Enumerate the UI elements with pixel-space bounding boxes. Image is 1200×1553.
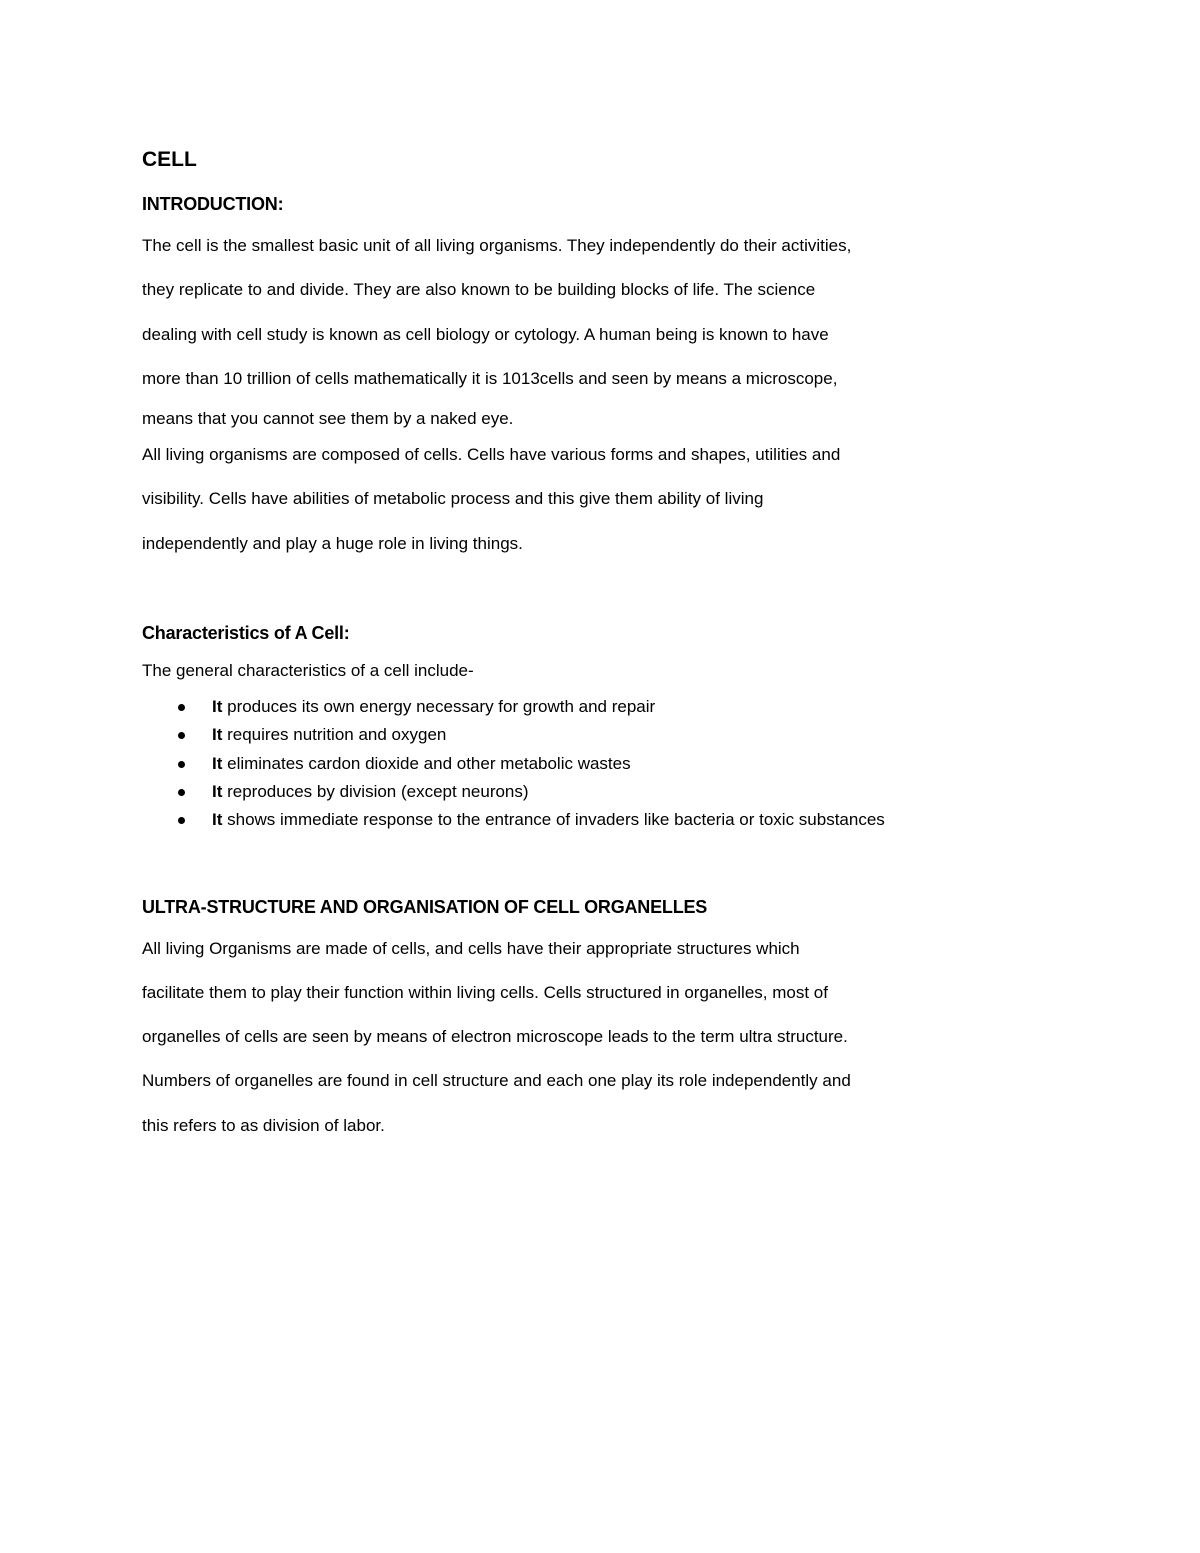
list-item-lead: It xyxy=(212,753,223,773)
ultrastructure-heading: ULTRA-STRUCTURE AND ORGANISATION OF CELL ORGANELLES xyxy=(142,896,708,917)
introduction-paragraph-2 xyxy=(142,433,1042,566)
text-line: visibility. Cells have abilities of metabolic process and this give them ability of living xyxy=(142,489,764,509)
list-item-lead: It xyxy=(212,781,223,801)
list-item-text: requires nutrition and oxygen xyxy=(222,725,447,745)
bullet-icon xyxy=(178,789,185,796)
list-item xyxy=(142,778,1042,806)
bullet-icon xyxy=(178,732,185,739)
text-line: Numbers of organelles are found in cell structure and each one play its role independently and xyxy=(142,1071,851,1091)
introduction-heading: INTRODUCTION: xyxy=(142,194,284,214)
text-line: facilitate them to play their function within living cells. Cells structured in organelles, most of xyxy=(142,982,828,1002)
list-item xyxy=(142,750,1042,778)
text-line: means that you cannot see them by a naked eye. xyxy=(142,409,514,429)
ultrastructure-paragraph xyxy=(142,927,1042,1148)
document-title: CELL xyxy=(142,148,197,171)
text-line: organelles of cells are seen by means of electron microscope leads to the term ultra structure. xyxy=(142,1027,848,1047)
list-item-lead: It xyxy=(212,725,223,745)
list-item xyxy=(142,693,1042,721)
text-line: All living Organisms are made of cells, and cells have their appropriate structures which xyxy=(142,938,800,958)
bullet-icon xyxy=(178,817,185,824)
text-line: they replicate to and divide. They are also known to be building blocks of life. The science xyxy=(142,280,816,300)
list-item-lead: It xyxy=(212,810,223,830)
bullet-icon xyxy=(178,704,185,711)
list-item-text: reproduces by division (except neurons) xyxy=(222,781,529,801)
characteristics-heading: Characteristics of A Cell: xyxy=(142,623,350,644)
list-item xyxy=(142,721,1042,749)
text-line: The cell is the smallest basic unit of all living organisms. They independently do their activities, xyxy=(142,236,852,255)
characteristics-intro: The general characteristics of a cell include- xyxy=(142,661,474,681)
text-line: All living organisms are composed of cells. Cells have various forms and shapes, utilities and xyxy=(142,445,841,465)
introduction-paragraph-1 xyxy=(142,224,1042,437)
list-item-text: produces its own energy necessary for growth and repair xyxy=(222,697,656,717)
list-item-text: eliminates cardon dioxide and other metabolic wastes xyxy=(222,753,631,773)
text-line: this refers to as division of labor. xyxy=(142,1115,385,1135)
bullet-icon xyxy=(178,761,185,768)
document-body xyxy=(142,146,1042,1148)
list-item-text: shows immediate response to the entrance of invaders like bacteria or toxic substances xyxy=(222,810,885,830)
text-line: independently and play a huge role in living things. xyxy=(142,533,523,553)
list-item xyxy=(142,806,1042,834)
characteristics-list xyxy=(142,693,1042,834)
text-line: dealing with cell study is known as cell biology or cytology. A human being is known to have xyxy=(142,324,829,344)
text-line: more than 10 trillion of cells mathematically it is 1013cells and seen by means a microscope, xyxy=(142,368,838,388)
list-item-lead: It xyxy=(212,697,223,717)
